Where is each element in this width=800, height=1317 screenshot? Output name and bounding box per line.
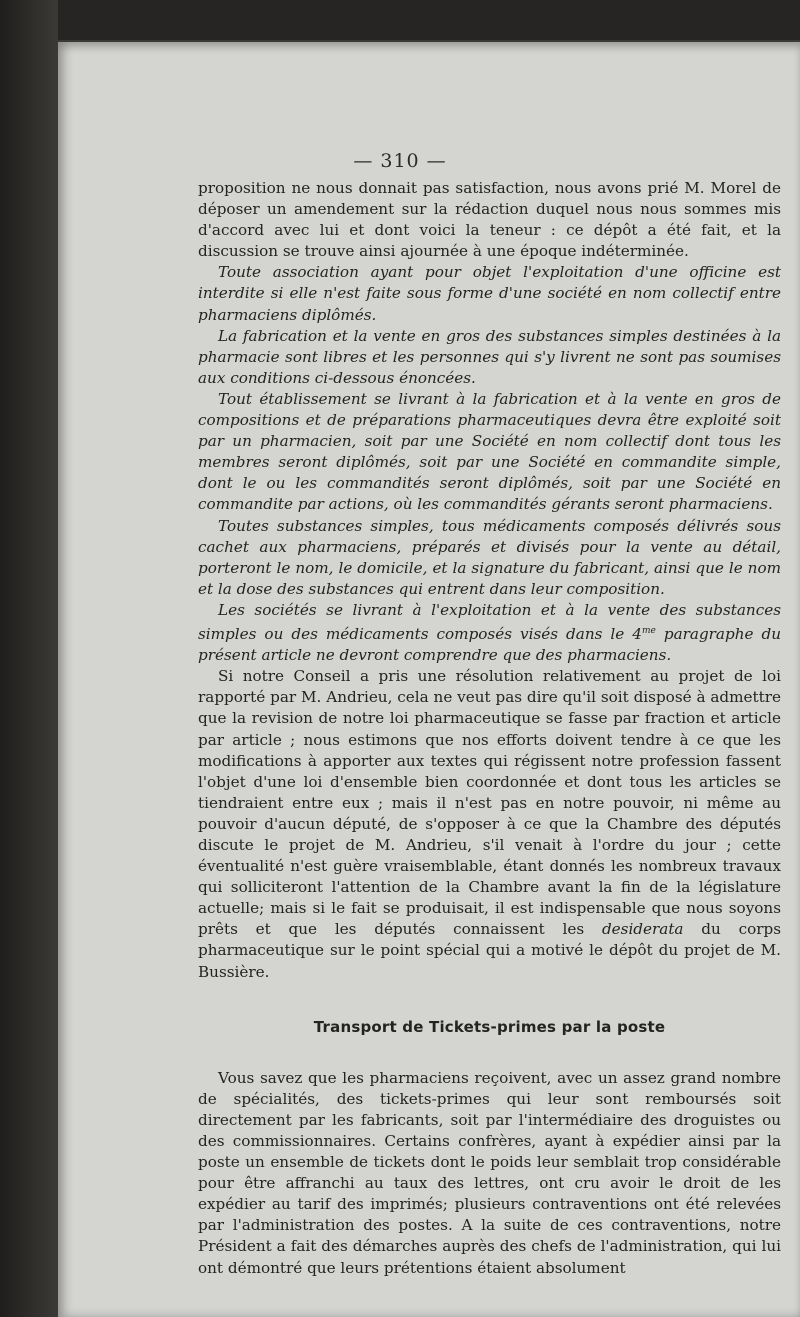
paragraph-7 <box>198 666 781 982</box>
paragraph-7-end: du corps pharmaceutique sur le point spécial qui a motivé le dépôt du projet de M. Bussière. <box>198 920 781 981</box>
paragraph-4: Tout établissement se livrant à la fabrication et à la vente en gros de compositions et de préparations pharmaceutiques devra être exploité soit par un pharmacien, soit par une Société en nom collectif dont tous les membres seront diplômés, soit par une Société en commandite simple, dont le ou les commandités seront diplômés, soit par une Société en commandite par actions, où les commandités gérants seront pharmaciens. <box>198 389 781 514</box>
superscript-me: me <box>641 625 656 636</box>
paragraph-6-start: Les sociétés se livrant à l'exploitation et à la vente des substances simples ou des médicaments composés visés dans le 4 <box>198 600 781 644</box>
page-number: — 310 — <box>353 150 447 172</box>
paragraph-7-main: Si notre Conseil a pris une résolution relativement au projet de loi rapporté par M. Andrieu, cela ne veut pas dire qu'il soit disposé à admettre que la revision de notre loi pharmaceutique se fasse par fraction et article par article ; nous estimons que nos efforts doivent tendre à ce que les modifications à apporter aux textes qui régissent notre profession fassent l'objet d'une loi d'ensemble bien coordonnée et dont tous les articles se tiendraient entre eux ; mais il n'est pas en notre pouvoir, ni même au pouvoir d'aucun député, de s'opposer à ce que la Chambre des députés discute le projet de M. Andrieu, s'il venait à l'ordre du jour ; cette éventualité n'est guère vraisemblable, étant donnés les nombreux travaux qui solliciteront l'attention de la Chambre avant la fin de la législature actuelle; mais si le fait se produisait, il est indispensable que nous soyons prêts et que les députés connaissent les <box>198 667 781 939</box>
desiderata-italic: desiderata <box>601 920 684 939</box>
paragraph-6-end: paragraphe du présent article ne devront comprendre que des pharmaciens. <box>198 625 781 665</box>
section-title: Transport de Tickets-primes par la poste <box>313 1017 666 1036</box>
scan-border-top <box>0 0 800 40</box>
paragraph-8: Vous savez que les pharmaciens reçoivent, avec un assez grand nombre de spécialités, des tickets-primes qui leur sont remboursés soit directement par les fabricants, soit par l'intermédiaire des droguistes ou des commissionnaires. Certains confrères, ayant à expédier ainsi par la poste un ensemble de tickets dont le poids leur semblait trop considérable pour être affranchi au taux des lettres, ont cru avoir le droit de les expédier au tarif des imprimés; plusieurs contraventions ont été relevées par l'administration des postes. A la suite de ces contraventions, notre Président a fait des démarches auprès des chefs de l'administration, qui lui ont démontré que leurs prétentions étaient absolument <box>198 1068 781 1277</box>
page-body <box>198 178 781 1279</box>
paragraph-3: La fabrication et la vente en gros des substances simples destinées à la pharmacie sont libres et les personnes qui s'y livrent ne sont pas soumises aux conditions ci-dessous énoncées. <box>198 326 781 387</box>
paragraph-1: proposition ne nous donnait pas satisfaction, nous avons prié M. Morel de déposer un amendement sur la rédaction duquel nous nous sommes mis d'accord avec lui et dont voici la teneur : ce dépôt a été fait, et la discussion se trouve ainsi ajournée à une époque indéterminée. <box>198 179 781 261</box>
paragraph-2: Toute association ayant pour objet l'exploitation d'une officine est interdite si elle n'est faite sous forme d'une société en nom collectif entre pharmaciens diplômés. <box>198 263 781 324</box>
paragraph-6 <box>198 600 781 666</box>
paragraph-5: Toutes substances simples, tous médicaments composés délivrés sous cachet aux pharmaciens, préparés et divisés pour la vente au détail, porteront le nom, le domicile, et la signature du fabricant, ainsi que le nom et la dose des substances qui entrent dans leur composition. <box>198 516 781 598</box>
scan-border-left <box>0 0 58 1317</box>
